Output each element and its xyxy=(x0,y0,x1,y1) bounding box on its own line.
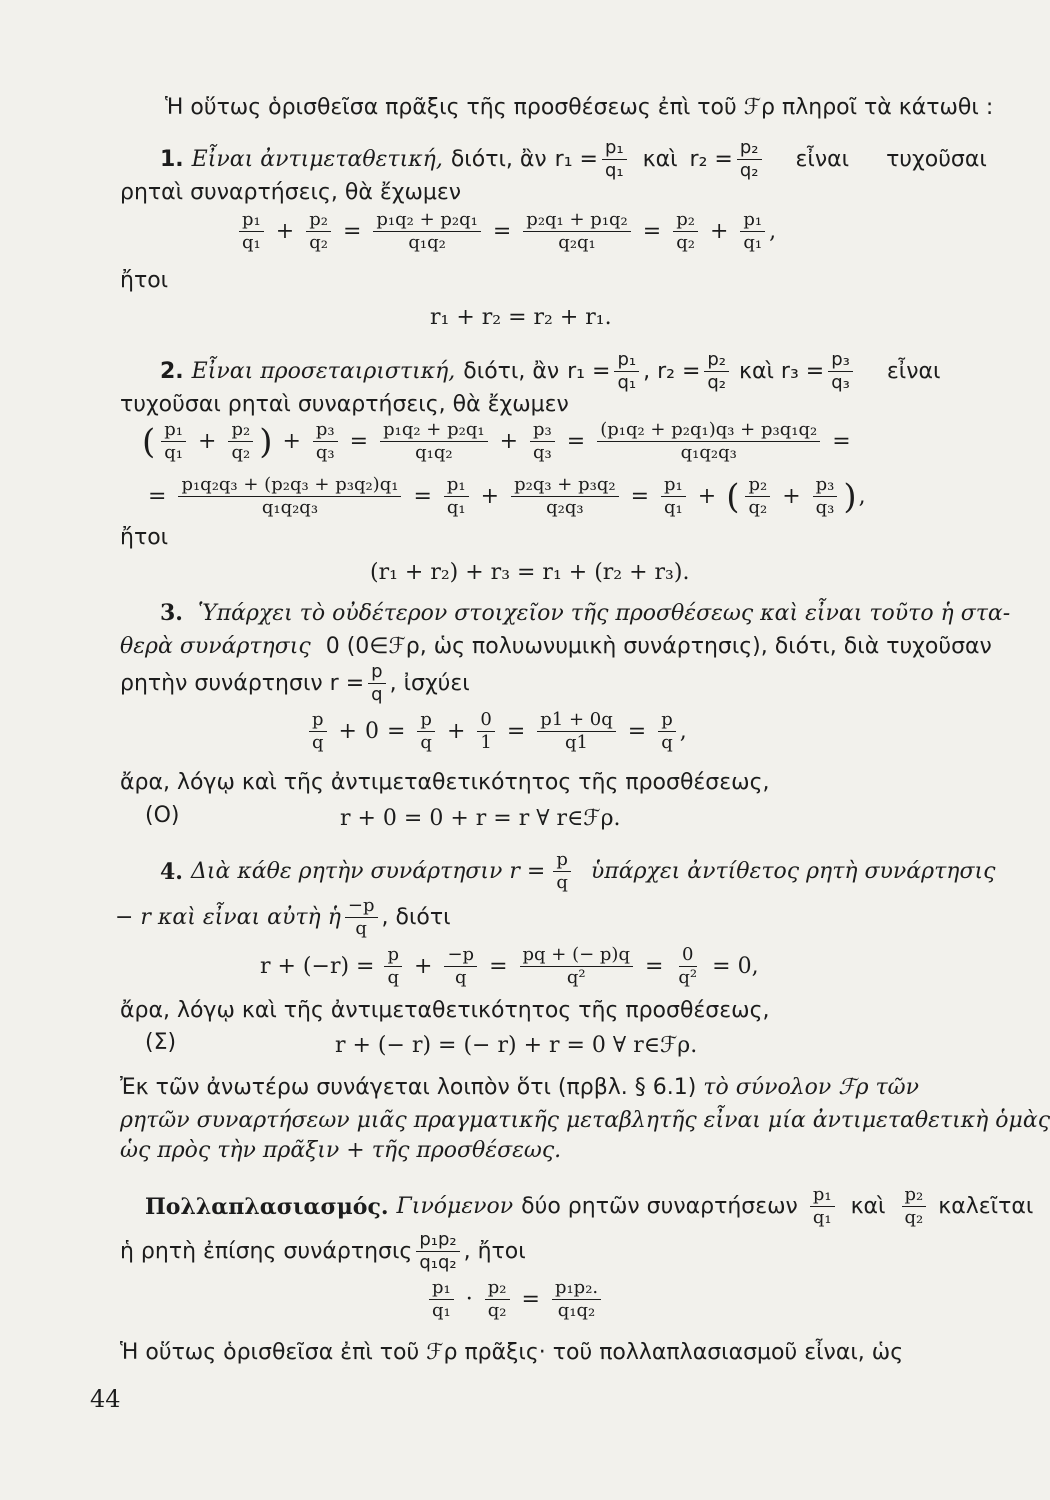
property-1-line-2 xyxy=(120,180,461,206)
associative-equation-2: = $\frac{\text{p₁q₂q₃ + (p₂q₃ + p₃q₂)q₁}}{\text{q₁q₂q₃}}$ = $\frac{\text{p₁}}{\text{q₁}}$ + $\frac{\text{p₂q₃ + p₃q₂}}{\text{q₂q₃}}$ = $\frac{\text{p₁}}{\text{q₁}}$ + ( $\frac{\text{p₂}}{\text{q₂}}$ + $\frac{\text{p₃}}{\text{q₃}}$ ) , xyxy=(148,474,866,518)
property-3-line-2: θερὰ συνάρτησις 0 (0∈ℱρ, ὡς πολυωνυμικὴ συνάρτησις), διότι, διὰ τυχοῦσαν xyxy=(120,634,992,659)
negative-identity: r + (− r) = (− r) + r = 0 ∀ r∈ℱρ. xyxy=(335,1033,698,1058)
itoi-1: ἤτοι xyxy=(120,268,169,293)
multiplication-line-2: ἡ ρητὴ ἐπίσης συνάρτησις $\frac{\text{p₁p₂}}{\text{q₁q₂}}$ , ἤτοι xyxy=(120,1229,526,1273)
property-2-line-1: 2. Εἶναι προσεταιριστική, διότι, ἂν r₁ = $\frac{\text{p₁}}{\text{q₁}}$ , r₂ = $\frac{\text{p₂}}{\text{q₂}}$ καὶ r₃ = $\frac{\text{p₃}}{\text{q₃}}$ εἶναι xyxy=(160,349,941,393)
property-1-text-b: εἶναι τυχοῦσαι xyxy=(795,146,987,172)
conclusion-line-2: ρητῶν συναρτήσεων μιᾶς πραγματικῆς μεταβλητῆς εἶναι μία ἀντιμεταθετικὴ ὁμὰς xyxy=(120,1108,1050,1133)
property-2-number: 2. xyxy=(160,358,184,384)
label-O: (O) xyxy=(145,803,180,828)
intro-line xyxy=(165,95,993,121)
label-sigma: (Σ) xyxy=(145,1030,177,1055)
zero-element-equation: $\frac{p}{q}$ + 0 = $\frac{p}{q}$ + $\frac{0}{1}$ = $\frac{p1 + 0q}{q1}$ = $\frac{p}{q}$ , xyxy=(305,710,687,753)
commutative-result: r₁ + r₂ = r₂ + r₁. xyxy=(430,305,612,330)
p1-over-q1-frac: $\frac{\text{p₁}}{\text{q₁}}$ xyxy=(602,138,627,181)
property-1-text-a: διότι, ἂν xyxy=(450,146,547,172)
property-4-line-1: 4. Διὰ κάθε ρητὴν συνάρτησιν r = $\frac{p}{q}$ ὑπάρχει ἀντίθετος ρητὴ συνάρτησις xyxy=(160,849,996,893)
property-2-text-a: διότι, ἂν xyxy=(463,358,560,384)
r1-definition: r₁ = xyxy=(554,146,598,172)
property-1-line-1 xyxy=(160,138,987,181)
zero-identity: r + 0 = 0 + r = r ∀ r∈ℱρ. xyxy=(340,806,621,831)
negative-element-equation: r + (−r) = $\frac{p}{q}$ + $\frac{-p}{q}$ = $\frac{pq + (- p)q}{\text{q²}}$ = $\frac{0}{\text{q²}}$ = 0, xyxy=(260,944,759,988)
itoi-2: ἤτοι xyxy=(120,525,169,550)
intro-text: Ἡ οὕτως ὁρισθεῖσα πρᾶξις τῆς προσθέσεως ἐπὶ τοῦ ℱρ πληροῖ τὰ κάτωθι : xyxy=(165,95,994,120)
multiplication-equation: $\frac{\text{p₁}}{\text{q₁}}$ · $\frac{\text{p₂}}{\text{q₂}}$ = $\frac{\text{p₁p₂.}}{\text{q₁q₂}}$ xyxy=(425,1278,605,1321)
multiplication-heading: Πολλαπλασιασμός. xyxy=(145,1193,389,1220)
associative-equation-1: ( $\frac{\text{p₁}}{\text{q₁}}$ + $\frac{\text{p₂}}{\text{q₂}}$ ) + $\frac{\text{p₃}}{\text{q₃}}$ = $\frac{\text{p₁q₂ + p₂q₁}}{\text{q₁q₂}}$ + $\frac{\text{p₃}}{\text{q₃}}$ = $\frac{\text{(p₁q₂ + p₂q₁)q₃ + p₃q₁q₂}}{\text{q₁q₂q₃}}$ = xyxy=(142,419,851,463)
property-3-line-3: ρητὴν συνάρτησιν r = $\frac{p}{q}$ , ἰσχύει xyxy=(120,661,470,705)
property-1-number: 1. xyxy=(160,146,184,172)
conclusion-line-3: ὡς πρὸς τὴν πρᾶξιν + τῆς προσθέσεως. xyxy=(120,1138,562,1163)
conclusion-line-1: Ἐκ τῶν ἀνωτέρω συνάγεται λοιπὸν ὅτι (πρβλ. § 6.1) τὸ σύνολον ℱρ τῶν xyxy=(120,1075,919,1100)
property-4-line-2: − r καὶ εἶναι αὐτὴ ἡ $\frac{-p}{q}$ , διότι xyxy=(115,895,451,939)
property-2-line-2: τυχοῦσαι ρηταὶ συναρτήσεις, θὰ ἔχωμεν xyxy=(120,392,569,417)
property-2-text-b: εἶναι xyxy=(886,358,941,384)
r2-definition: r₂ = xyxy=(689,146,733,172)
and-word: καὶ xyxy=(642,146,678,172)
property-1-text-c: ρηταὶ συναρτήσεις, θὰ ἔχωμεν xyxy=(120,180,462,205)
property-3-after: ἄρα, λόγῳ καὶ τῆς ἀντιμεταθετικότητος τῆς προσθέσεως, xyxy=(120,770,770,795)
property-2-title: Εἶναι προσεταιριστική, xyxy=(191,358,456,384)
property-4-after: ἄρα, λόγῳ καὶ τῆς ἀντιμεταθετικότητος τῆς προσθέσεως, xyxy=(120,998,770,1023)
multiplication-line-1: Πολλαπλασιασμός. Γινόμενον δύο ρητῶν συναρτήσεων $\frac{\text{p₁}}{\text{q₁}}$ καὶ $\frac{\text{p₂}}{\text{q₂}}$ καλεῖται xyxy=(145,1184,1034,1228)
property-3-line-1: 3. Ὑπάρχει τὸ οὐδέτερον στοιχεῖον τῆς προσθέσεως καὶ εἶναι τοῦτο ἡ στα- xyxy=(160,600,1011,626)
p2-over-q2-frac: $\frac{\text{p₂}}{\text{q₂}}$ xyxy=(737,138,762,181)
multiplication-last-line: Ἡ οὕτως ὁρισθεῖσα ἐπὶ τοῦ ℱρ πρᾶξις· τοῦ πολλαπλασιασμοῦ εἶναι, ὡς xyxy=(120,1340,904,1365)
associative-result: (r₁ + r₂) + r₃ = r₁ + (r₂ + r₃). xyxy=(370,560,690,585)
property-1-title: Εἶναι ἀντιμεταθετική, xyxy=(191,146,443,172)
page-number: 44 xyxy=(90,1385,121,1413)
commutative-equation: $\frac{\text{p₁}}{\text{q₁}}$ + $\frac{\text{p₂}}{\text{q₂}}$ = $\frac{\text{p₁q₂ + p₂q₁}}{\text{q₁q₂}}$ = $\frac{\text{p₂q₁ + p₁q₂}}{\text{q₂q₁}}$ = $\frac{\text{p₂}}{\text{q₂}}$ + $\frac{\text{p₁}}{\text{q₁}}$ , xyxy=(235,210,776,253)
